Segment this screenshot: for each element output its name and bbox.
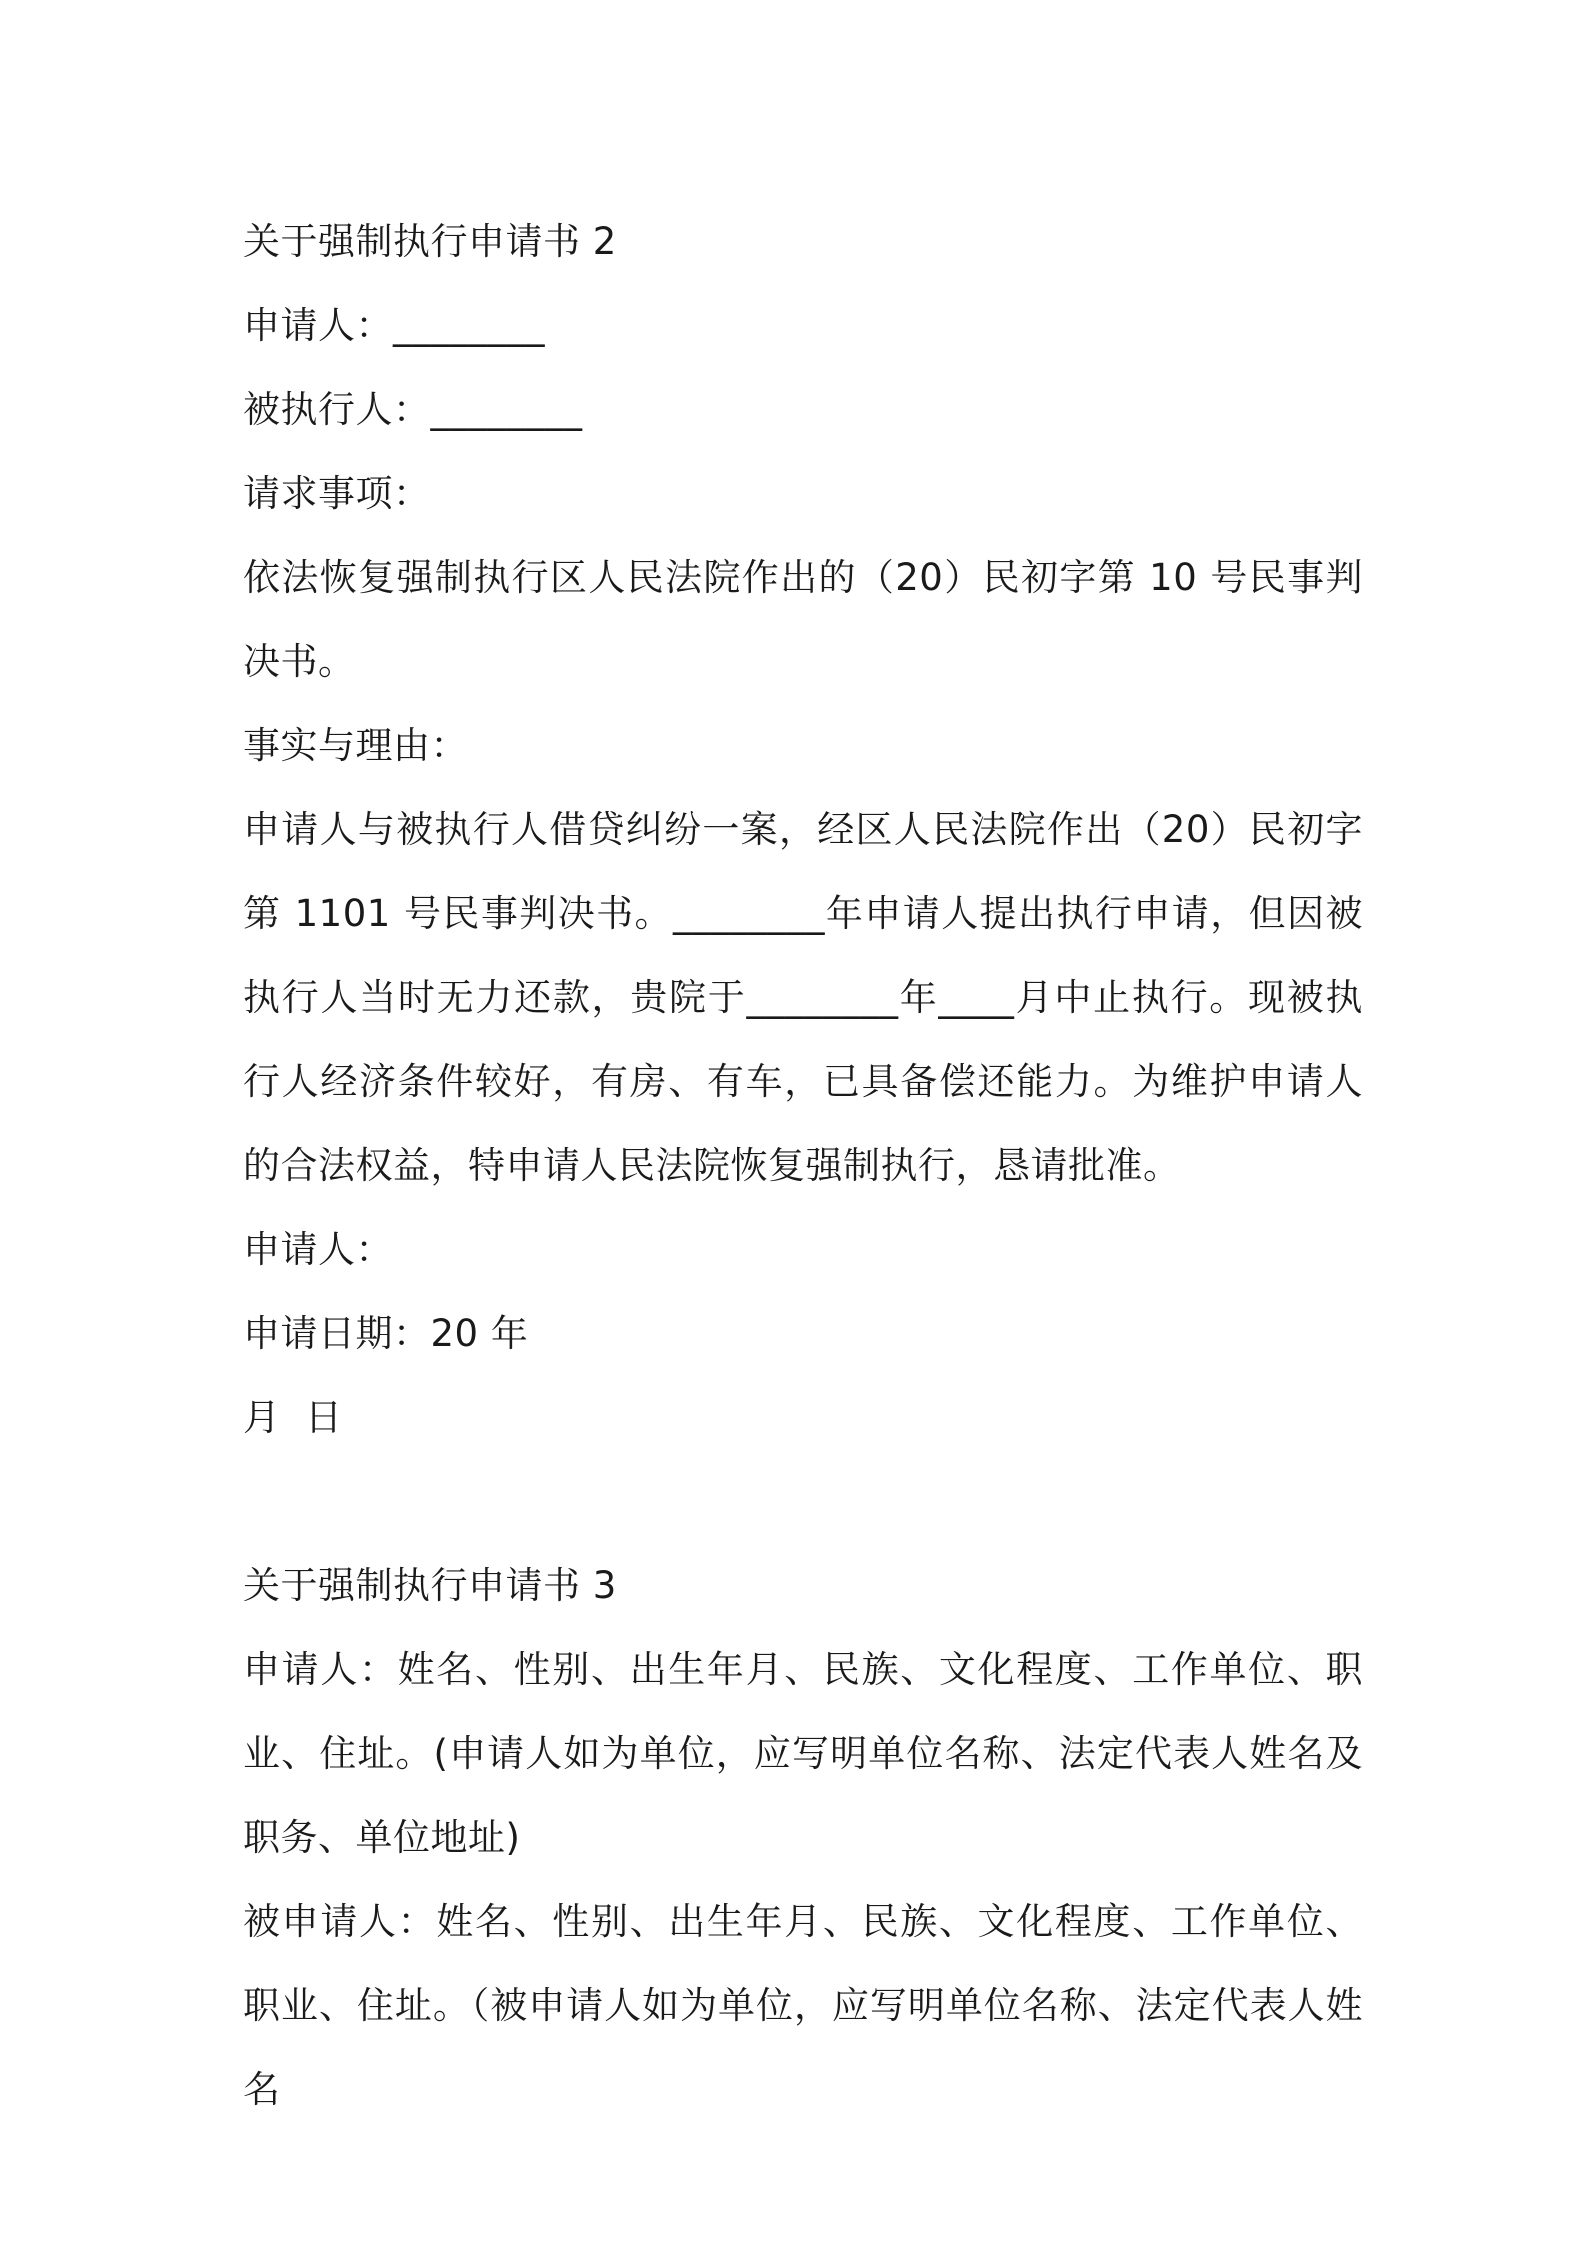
section2-sign-applicant: 申请人： bbox=[243, 1228, 393, 1271]
section2-facts-body: 申请人与被执行人借贷纠纷一案，经区人民法院作出（20）民初字第 1101 号民事判决书。________年申请人提出执行申请，但因被执行人当时无力还款，贵院于________年____月中止执行。现被执行人经济条件较好，有房、有车，已具备偿还能力。为维护申请人的合法权益，特申请人民法院恢复强制执行，恳请批准。 bbox=[243, 808, 1363, 1187]
section2-respondent-line: 被执行人：________ bbox=[243, 388, 583, 431]
section2-sign-month-day: 月 日 bbox=[243, 1396, 343, 1439]
section3-title: 关于强制执行申请书 3 bbox=[243, 1564, 617, 1607]
section2-applicant-line: 申请人：________ bbox=[243, 304, 545, 347]
section3-applicant-info: 申请人：姓名、性别、出生年月、民族、文化程度、工作单位、职业、住址。(申请人如为单位，应写明单位名称、法定代表人姓名及职务、单位地址) bbox=[243, 1648, 1363, 1859]
document-body bbox=[243, 200, 1363, 2132]
section2-facts-heading: 事实与理由： bbox=[243, 724, 468, 767]
section2-sign-date: 申请日期：20 年 bbox=[243, 1312, 529, 1355]
section2-request-heading: 请求事项： bbox=[243, 472, 431, 515]
section-spacer bbox=[243, 1460, 1363, 1544]
section3-respondent-info: 被申请人：姓名、性别、出生年月、民族、文化程度、工作单位、职业、住址。（被申请人如为单位，应写明单位名称、法定代表人姓名 bbox=[243, 1900, 1363, 2111]
section2-title: 关于强制执行申请书 2 bbox=[243, 220, 617, 263]
section2-request-body: 依法恢复强制执行区人民法院作出的（20）民初字第 10 号民事判决书。 bbox=[243, 556, 1363, 683]
